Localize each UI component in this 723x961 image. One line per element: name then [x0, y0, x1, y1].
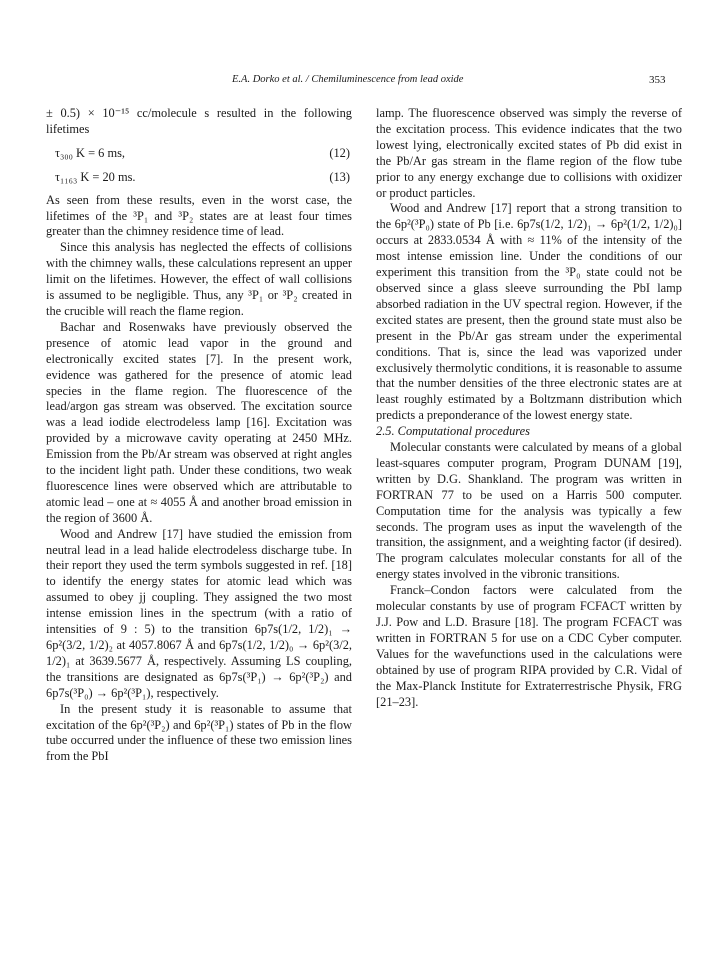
paragraph: Wood and Andrew [17] have studied the emission from neutral lead in a lead halide electrodeless discharge tube. In their report they used the term symbols suggested in ref. [18] to identify the energy states for atomic lead which was assumed to obey jj coupling. They assigned the two most intense emission lines in the spectrum (with a ratio of intensities of 9 : 5) to the transition 6p7s(1/2, 1/2)₁ → 6p²(3/2, 1/2)₂ at 4057.8067 Å and 6p7s(1/2, 1/2)₀ → 6p²(3/2, 1/2)₁ at 3639.5677 Å, respectively. Assuming LS coupling, the transitions are designated as 6p7s(³P₁) → 6p²(³P₂) and 6p7s(³P₀) → 6p²(³P₁), respectively.	[46, 526, 352, 700]
running-head-title: E.A. Dorko et al. / Chemiluminescence from lead oxide	[232, 74, 464, 85]
paragraph: Franck–Condon factors were calculated from the molecular constants by use of program FCFACT written by J.J. Pow and L.D. Brasure [18]. The program FCFACT was written in FORTRAN 5 for use on a CDC Cyber computer. Values for the wavefunctions used in the calculations were obtained by use of program RIPA provided by C.R. Vidal of the Max-Planck Institute for Extraterrestrische Physik, FRG [21–23].	[376, 583, 682, 709]
running-head	[0, 74, 723, 90]
equation-12	[46, 146, 352, 162]
equation-number: (13)	[329, 169, 350, 184]
page-number: 353	[649, 74, 666, 86]
paragraph: As seen from these results, even in the worst case, the lifetimes of the ³P₁ and ³P₂ states are at least four times greater than the chimney residence time of lead.	[46, 192, 352, 239]
equation-number: (12)	[329, 145, 350, 160]
paragraph: Since this analysis has neglected the effects of collisions with the chimney walls, these calculations represent an upper limit on the lifetimes. However, the effect of wall collisions is assumed to be negligible. Thus, any ³P₁ or ³P₂ created in the crucible will reach the flame region.	[46, 240, 352, 318]
left-column	[46, 106, 352, 765]
paragraph: In the present study it is reasonable to assume that excitation of the 6p²(³P₂) and 6p²(³P₁) states of Pb in the flow tube occurred under the influence of these two emission lines from the PbI	[46, 701, 352, 764]
paragraph: lamp. The fluorescence observed was simply the reverse of the excitation process. This evidence indicates that the two lowest lying, electronically excited states of Pb did exist in the Pb/Ar gas stream in the flame region of the flow tube prior to any energy exchange due to collisions with oxidizer or product particles.	[376, 106, 682, 200]
paragraph: Wood and Andrew [17] report that a strong transition to the 6p²(³P₀) state of Pb [i.e. 6p7s(1/2, 1/2)₁ → 6p²(1/2, 1/2)₀] occurs at 2833.0534 Å with ≈ 11% of the intensity of the most intense emission line. Under the conditions of our experiment this transition from the ³P₀ state could not be observed since a glass sleeve surrounding the PbI lamp absorbed radiation in the UV spectral region. However, if the excited states are present, then the ground state must also be present in the Pb/Ar gas stream under the experimental conditions. That is, since the lead was vaporized under exclusively thermolytic conditions, it is reasonable to assume that the number densities of the three electronic states are at least roughly estimated by a Boltzmann distribution which predicts a preponderance of the lowest energy state.	[376, 201, 682, 423]
equation-text: τ₃₀₀ K = 6 ms,	[55, 145, 126, 160]
right-column	[376, 106, 682, 710]
intro-text: ± 0.5) × 10⁻¹⁵ cc/molecule s resulted in the following lifetimes	[46, 106, 352, 136]
section-heading: 2.5. Computational procedures	[376, 424, 530, 439]
equation-13	[46, 170, 352, 186]
paragraph: Bachar and Rosenwaks have previously observed the presence of atomic lead vapor in the ground and electronically excited states [7]. In the present work, evidence was gathered for the presence of atomic lead species in the flame region. The fluorescence of the lead/argon gas stream was observed. The excitation source was a lead iodide electrodeless lamp [16]. Excitation was provided by a microwave cavity operating at 2450 MHz. Emission from the Pb/Ar stream was observed at right angles to the incident light path. Under these conditions, two weak fluorescence lines were observed which are attributable to atomic lead – one at ≈ 4055 Å and another broad emission in the region of 3600 Å.	[46, 319, 352, 525]
paragraph: Molecular constants were calculated by means of a global least-squares computer program, Program DUNAM [19], written by D.G. Shankland. The program was written in FORTRAN 77 to be used on a Harris 500 computer. Computation time for the analysis was typically a few seconds. The program uses as input the wavelength of the transition, the assignment, and a weighting factor (if desired). The program calculates molecular constants for all of the energy states involved in the vibronic transitions.	[376, 440, 682, 582]
equation-text: τ₁₁₆₃ K = 20 ms.	[55, 169, 136, 184]
